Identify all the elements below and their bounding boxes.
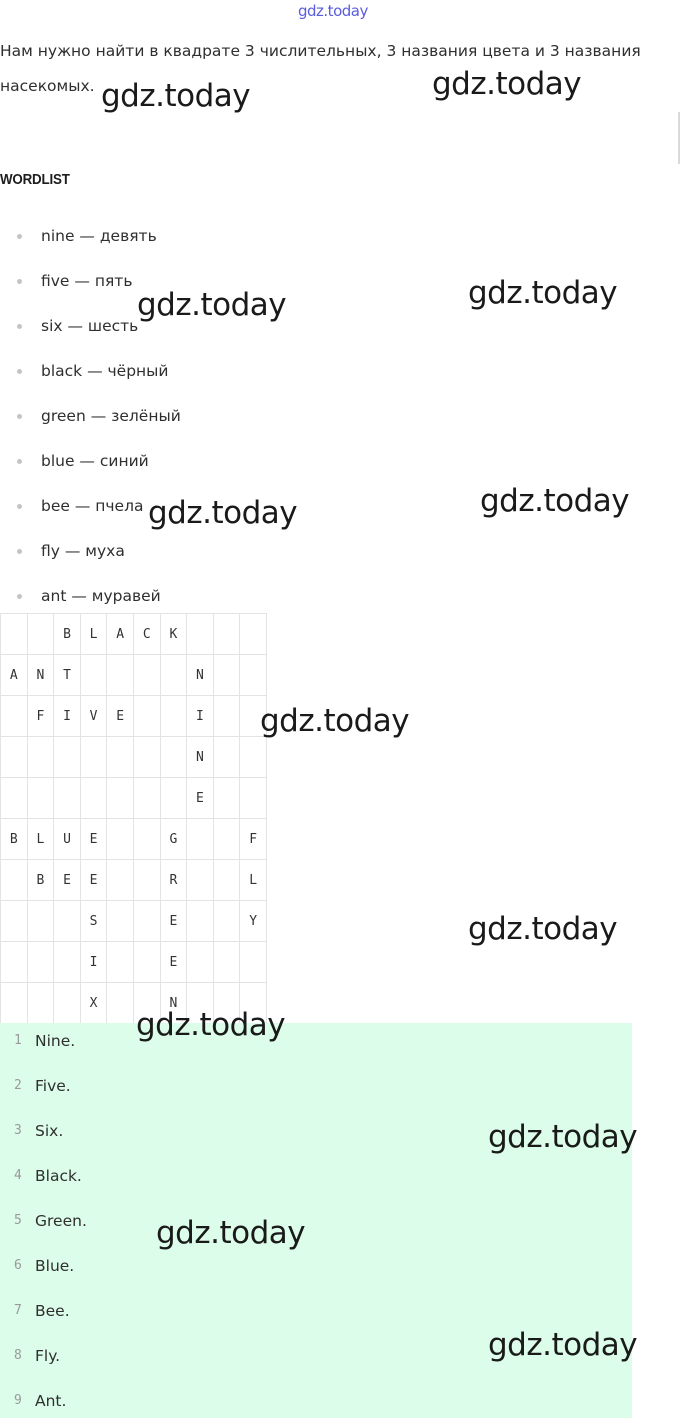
grid-cell [80,778,107,819]
grid-cell: K [160,614,187,655]
answer-text: Ant. [35,1392,67,1410]
bullet-icon [17,279,22,284]
grid-cell [27,942,54,983]
answer-text: Fly. [35,1347,61,1365]
grid-cell [54,737,81,778]
grid-cell [80,655,107,696]
answer-text: Nine. [35,1032,76,1050]
grid-cell [187,860,214,901]
watermark: gdz.today [260,703,410,739]
grid-cell [1,860,28,901]
bullet-icon [17,234,22,239]
watermark: gdz.today [136,1007,286,1043]
grid-cell [133,819,160,860]
answer-text: Blue. [35,1257,75,1275]
grid-row [1,614,267,655]
grid-cell: A [1,655,28,696]
grid-cell [133,737,160,778]
grid-cell [54,942,81,983]
grid-cell [1,737,28,778]
answer-number: 5 [14,1213,22,1228]
grid-cell: I [187,696,214,737]
grid-cell [107,901,134,942]
grid-cell: L [27,819,54,860]
grid-cell [54,901,81,942]
grid-cell [133,901,160,942]
grid-cell: X [80,983,107,1024]
grid-cell [107,778,134,819]
bullet-icon [17,549,22,554]
grid-cell [240,778,267,819]
answer-item [0,1023,632,1068]
wordlist-item-text: blue — синий [41,452,149,470]
wordlist-item-text: five — пять [41,272,133,290]
grid-cell: N [187,655,214,696]
grid-cell [133,942,160,983]
answer-number: 6 [14,1258,22,1273]
grid-cell [54,778,81,819]
grid-cell [27,737,54,778]
task-intro-text: Нам нужно найти в квадрате 3 числительных, 3 названия цвета и 3 названия насекомых. [0,42,641,95]
grid-cell [133,860,160,901]
grid-cell: E [80,860,107,901]
grid-cell [27,778,54,819]
watermark: gdz.today [468,911,618,947]
grid-cell: E [187,778,214,819]
watermark: gdz.today [156,1215,306,1251]
grid-row [1,901,267,942]
grid-cell [107,737,134,778]
watermark: gdz.today [488,1119,638,1155]
grid-cell [1,942,28,983]
grid-cell: I [80,942,107,983]
grid-cell [240,942,267,983]
grid-cell [240,737,267,778]
grid-cell: L [80,614,107,655]
grid-cell: L [240,860,267,901]
grid-row [1,942,267,983]
wordlist-item [0,529,181,574]
word-search-grid [0,613,267,1024]
grid-cell [1,778,28,819]
grid-cell [133,696,160,737]
grid-cell: B [1,819,28,860]
watermark: gdz.today [101,78,251,114]
grid-cell [1,901,28,942]
answer-number: 4 [14,1168,22,1183]
grid-cell [160,696,187,737]
wordlist-item-text: nine — девять [41,227,157,245]
grid-cell [107,942,134,983]
grid-cell [27,901,54,942]
grid-cell [187,819,214,860]
wordlist-item-text: bee — пчела [41,497,144,515]
grid-row [1,737,267,778]
grid-cell: N [27,655,54,696]
answer-item [0,1203,632,1248]
grid-cell [213,901,240,942]
bullet-icon [17,324,22,329]
grid-cell: E [160,901,187,942]
grid-cell [27,983,54,1024]
wordlist-item [0,349,181,394]
site-logo[interactable]: gdz.today [298,2,368,20]
grid-cell: V [80,696,107,737]
grid-cell [240,614,267,655]
grid-cell: G [160,819,187,860]
grid-cell [160,655,187,696]
grid-cell: I [54,696,81,737]
wordlist-item-text: fly — муха [41,542,125,560]
grid-cell [1,696,28,737]
watermark: gdz.today [468,275,618,311]
answer-text: Six. [35,1122,64,1140]
grid-cell: E [160,942,187,983]
grid-cell: R [160,860,187,901]
answer-item [0,1158,632,1203]
grid-cell [213,942,240,983]
grid-cell [107,860,134,901]
bullet-icon [17,459,22,464]
grid-cell [107,983,134,1024]
grid-cell [107,655,134,696]
wordlist-title: WORDLIST [0,172,70,188]
grid-cell: E [107,696,134,737]
bullet-icon [17,414,22,419]
grid-cell: N [187,737,214,778]
watermark: gdz.today [488,1327,638,1363]
grid-cell [213,737,240,778]
grid-cell [240,655,267,696]
wordlist [0,214,181,619]
wordlist-item [0,439,181,484]
watermark: gdz.today [432,66,582,102]
grid-cell: C [133,614,160,655]
grid-cell: S [80,901,107,942]
wordlist-item [0,214,181,259]
answer-number: 3 [14,1123,22,1138]
grid-cell [133,655,160,696]
answers-list [0,1023,632,1428]
grid-cell [80,737,107,778]
watermark: gdz.today [137,287,287,323]
answer-number: 9 [14,1393,22,1408]
grid-cell [213,655,240,696]
grid-row [1,819,267,860]
grid-row [1,696,267,737]
grid-cell [133,778,160,819]
answer-text: Bee. [35,1302,70,1320]
grid-cell [160,778,187,819]
wordlist-item-text: ant — муравей [41,587,161,605]
grid-cell [187,942,214,983]
grid-cell [187,901,214,942]
grid-cell [187,614,214,655]
grid-cell [213,819,240,860]
grid-row [1,655,267,696]
answer-number: 8 [14,1348,22,1363]
answer-item [0,1248,632,1293]
grid-cell: F [27,696,54,737]
grid-cell: B [27,860,54,901]
grid-cell [213,614,240,655]
answer-text: Five. [35,1077,71,1095]
grid-cell: U [54,819,81,860]
grid-cell [27,614,54,655]
wordlist-item-text: six — шесть [41,317,139,335]
grid-cell: A [107,614,134,655]
grid-cell [160,737,187,778]
grid-cell: E [80,819,107,860]
grid-cell [213,696,240,737]
grid-row [1,778,267,819]
grid-cell [213,778,240,819]
grid-row [1,860,267,901]
grid-cell [107,819,134,860]
wordlist-item [0,394,181,439]
grid-cell [1,983,28,1024]
bullet-icon [17,369,22,374]
grid-cell [54,983,81,1024]
watermark: gdz.today [480,483,630,519]
grid-cell: Y [240,901,267,942]
grid-cell [213,860,240,901]
wordlist-item-text: black — чёрный [41,362,169,380]
answer-number: 1 [14,1033,22,1048]
grid-cell: B [54,614,81,655]
bullet-icon [17,594,22,599]
watermark: gdz.today [148,495,298,531]
grid-cell: F [240,819,267,860]
grid-cell [1,614,28,655]
answer-text: Green. [35,1212,87,1230]
answer-item [0,1383,632,1428]
answer-number: 2 [14,1078,22,1093]
answer-number: 7 [14,1303,22,1318]
grid-cell: T [54,655,81,696]
answer-item [0,1068,632,1113]
wordlist-item-text: green — зелёный [41,407,181,425]
bullet-icon [17,504,22,509]
grid-cell: E [54,860,81,901]
grid-cell: N [160,983,187,1024]
answer-text: Black. [35,1167,82,1185]
